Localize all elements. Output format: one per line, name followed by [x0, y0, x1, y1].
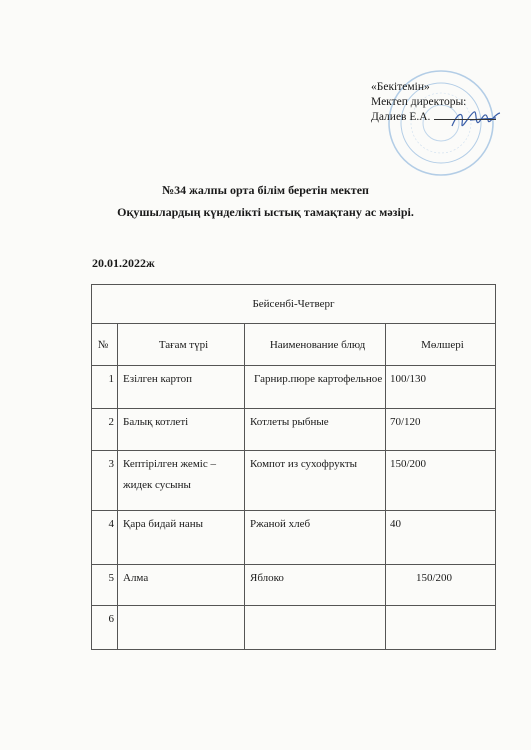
- table-row: [92, 606, 496, 650]
- day-of-week: Бейсенбі-Четверг: [92, 285, 496, 324]
- table-row: [92, 510, 496, 564]
- row-num: 6: [108, 613, 114, 626]
- row-num: 5: [108, 571, 114, 584]
- row-rus: Ржаной хлеб: [250, 517, 311, 530]
- row-rus: Компот из сухофрукты: [250, 457, 358, 470]
- table-row: [92, 564, 496, 606]
- row-rus: Гарнир.пюре картофельное: [254, 372, 383, 385]
- header-rus: Наименование блюд: [245, 324, 386, 366]
- menu-title: Оқушылардың күнделікті ыстық тамақтану ас мәзірі.: [117, 205, 414, 219]
- row-rus: Яблоко: [250, 571, 284, 584]
- header-kaz: Тағам түрі: [118, 324, 245, 366]
- row-rus: [250, 606, 385, 609]
- row-amount: [390, 606, 495, 609]
- header-amount: Мөлшері: [386, 324, 496, 366]
- row-kaz: Қара бидай наны: [123, 517, 203, 530]
- row-kaz: [123, 606, 244, 609]
- day-row: [92, 285, 496, 324]
- approval-signer: [371, 110, 496, 125]
- row-num: 4: [108, 517, 114, 530]
- row-rus: Котлеты рыбные: [250, 416, 329, 429]
- row-amount: 150/200: [416, 571, 453, 584]
- row-amount: 100/130: [390, 372, 427, 385]
- approval-block: [371, 80, 496, 125]
- row-amount: 70/120: [390, 416, 421, 429]
- approval-title: «Бекітемін»: [371, 81, 430, 93]
- table-row: [92, 365, 496, 409]
- row-amount: 150/200: [390, 457, 427, 470]
- menu-date: 20.01.2022ж: [92, 256, 155, 270]
- row-kaz: Алма: [123, 571, 149, 584]
- row-kaz: Кептірілген жеміс – жидек сусыны: [123, 457, 216, 491]
- header-num: №: [92, 324, 118, 366]
- approval-signer-name: Далиев Е.А.: [371, 111, 431, 123]
- table-header: [92, 324, 496, 366]
- row-num: 3: [108, 457, 114, 470]
- row-num: 1: [108, 372, 114, 385]
- table-row: [92, 409, 496, 451]
- row-kaz: Езілген картоп: [123, 372, 192, 385]
- row-amount: 40: [390, 517, 401, 530]
- table-row: [92, 450, 496, 510]
- menu-table: [91, 284, 496, 650]
- approval-position: Мектеп директоры:: [371, 96, 467, 108]
- row-kaz: Балық котлеті: [123, 416, 189, 429]
- row-num: 2: [108, 416, 114, 429]
- school-name: №34 жалпы орта білім беретін мектеп: [162, 183, 369, 197]
- signature-line: [434, 119, 496, 120]
